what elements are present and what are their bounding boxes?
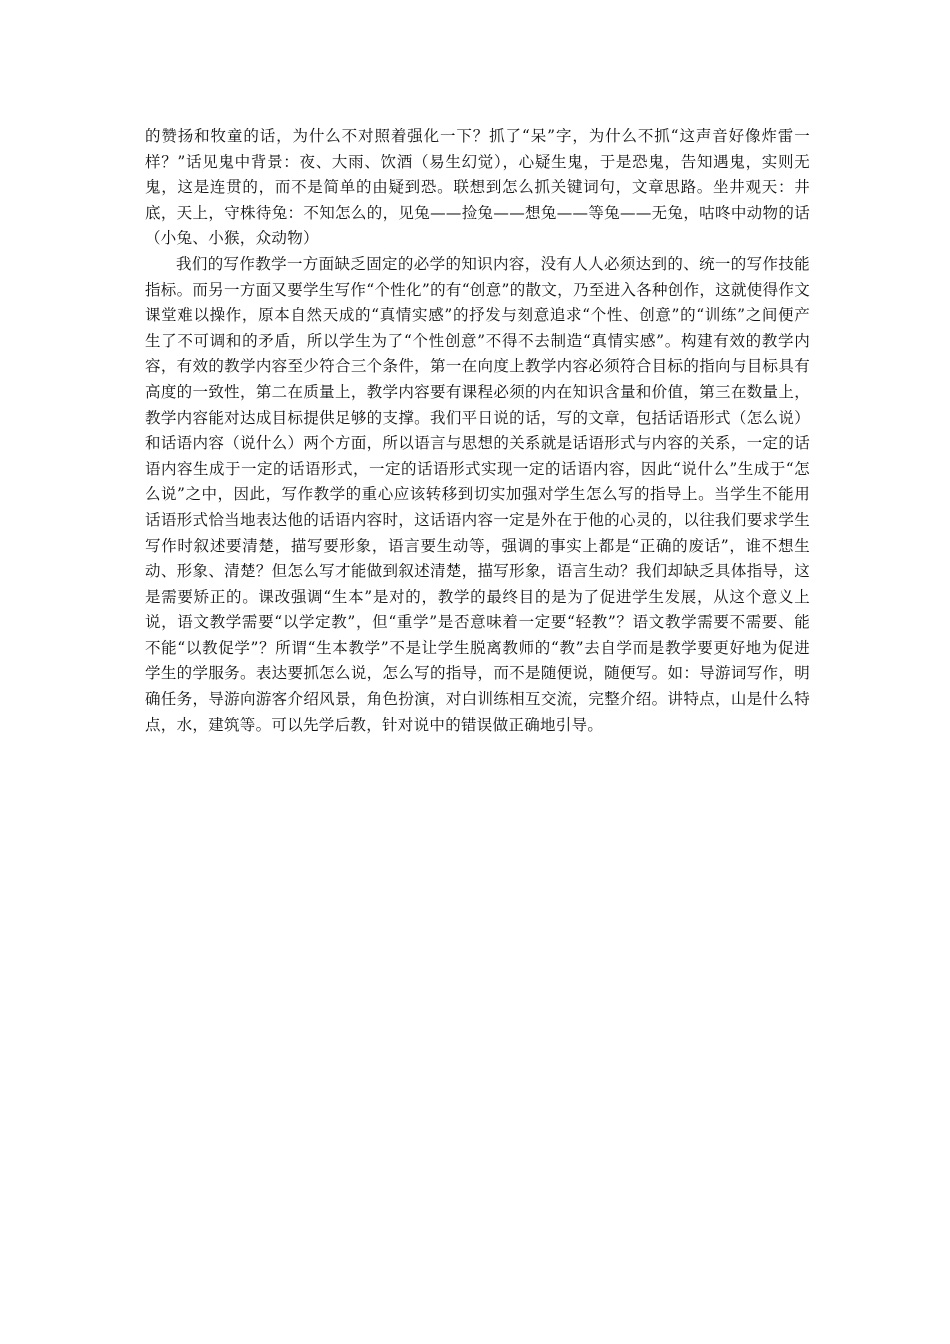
document-body <box>145 124 810 738</box>
paragraph-2: 我们的写作教学一方面缺乏固定的必学的知识内容，没有人人必须达到的、统一的写作技能指标。而另一方面又要学生写作“个性化”的有“创意”的散文，乃至进入各种创作，这就使得作文课堂难以操作，原本自然天成的“真情实感”的抒发与刻意追求“个性、创意”的“训练”之间便产生了不可调和的矛盾，所以学生为了“个性创意”不得不去制造“真情实感”。构建有效的教学内容，有效的教学内容至少符合三个条件，第一在向度上教学内容必须符合目标的指向与目标具有高度的一致性，第二在质量上，教学内容要有课程必须的内在知识含量和价值，第三在数量上，教学内容能对达成目标提供足够的支撑。我们平日说的话，写的文章，包括话语形式（怎么说）和话语内容（说什么）两个方面，所以语言与思想的关系就是话语形式与内容的关系，一定的话语内容生成于一定的话语形式，一定的话语形式实现一定的话语内容，因此“说什么”生成于“怎么说”之中，因此，写作教学的重心应该转移到切实加强对学生怎么写的指导上。当学生不能用话语形式恰当地表达他的话语内容时，这话语内容一定是外在于他的心灵的，以往我们要求学生写作时叙述要清楚，描写要形象，语言要生动等，强调的事实上都是“正确的废话”，谁不想生动、形象、清楚？但怎么写才能做到叙述清楚，描写形象，语言生动？我们却缺乏具体指导，这是需要矫正的。课改强调“生本”是对的，教学的最终目的是为了促进学生发展，从这个意义上说，语文教学需要“以学定教”，但“重学”是否意味着一定要“轻教”？语文教学需要不需要、能不能“以教促学”？所谓“生本教学”不是让学生脱离教师的“教”去自学而是教学要更好地为促进学生的学服务。表达要抓怎么说，怎么写的指导，而不是随便说，随便写。如：导游词写作，明确任务，导游向游客介绍风景，角色扮演，对白训练相互交流，完整介绍。讲特点，山是什么特点，水，建筑等。可以先学后教，针对说中的错误做正确地引导。 <box>145 254 810 734</box>
paragraph-1: 的赞扬和牧童的话，为什么不对照着强化一下？抓了“呆”字，为什么不抓“这声音好像炸雷一样？”话见鬼中背景：夜、大雨、饮酒（易生幻觉），心疑生鬼，于是恐鬼，告知遇鬼，实则无鬼，这是连贯的，而不是简单的由疑到恐。联想到怎么抓关键词句，文章思路。坐井观天：井底，天上，守株待兔：不知怎么的，见兔——捡兔——想兔——等兔——无兔，咕咚中动物的话（小兔、小猴，众动物） <box>145 127 810 248</box>
